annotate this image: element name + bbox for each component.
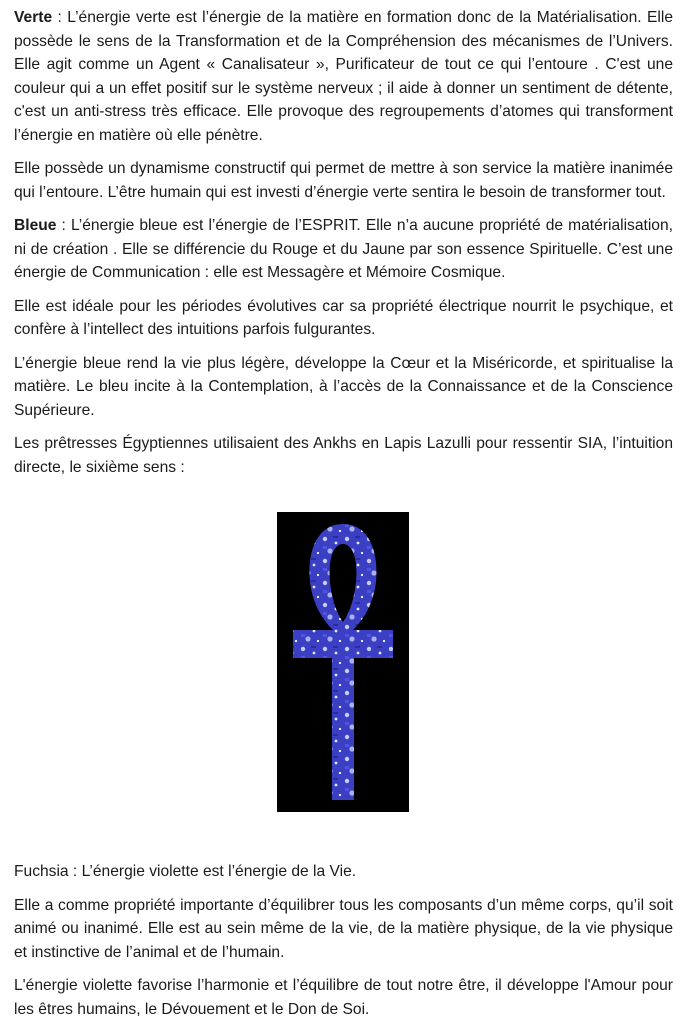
paragraph-verte — [14, 6, 673, 147]
paragraph-text: : L’énergie bleue est l’énergie de l’ESPRIT. Elle n’a aucune propriété de matérialisation, ni de création . Elle se différencie du Rouge et du Jaune par son essence Spirituelle. C’est une énergie de Communication : elle est Messagère et Mémoire Cosmique. — [14, 217, 673, 281]
paragraph-lead: Verte — [14, 9, 53, 26]
paragraph-bleue-evolutive: Elle est idéale pour les périodes évolutives car sa propriété électrique nourrit le psychique, et confère à l’intellect des intuitions parfois fulgurantes. — [14, 297, 673, 338]
paragraph-fuchsia-harmonie: L'énergie violette favorise l’harmonie et l’équilibre de tout notre être, il développe l'Amour pour les êtres humains, le Dévouement et le Don de Soi. — [14, 977, 673, 1018]
paragraph-verte-dynamisme: Elle possède un dynamisme constructif qui permet de mettre à son service la matière inanimée qui l’entoure. L’être humain qui est investi d’énergie verte sentira le besoin de transformer tout. — [14, 160, 673, 201]
paragraph-bleue-contemplation: L’énergie bleue rend la vie plus légère, développe la Cœur et la Miséricorde, et spiritualise la matière. Le bleu incite à la Contemplation, à l’accès de la Connaissance et de la Conscience Supérieure. — [14, 354, 673, 419]
paragraph-fuchsia-equilibre: Elle a comme propriété importante d’équilibrer tous les composants d’un même corps, qu’il soit animé ou inanimé. Elle est au sein même de la vie, de la matière physique, de la vie physique et instinctive de l’animal et de l’humain. — [14, 896, 673, 961]
fuchsia-section — [14, 860, 673, 1031]
paragraph-pretresses: Les prêtresses Égyptiennes utilisaient des Ankhs en Lapis Lazulli pour ressentir SIA, l’intuition directe, le sixième sens : — [14, 435, 673, 476]
paragraph-text: : L’énergie verte est l’énergie de la matière en formation donc de la Matérialisation. Elle possède le sens de la Transformation et de la Compréhension des mécanismes de l’Univers. Elle agit comme un Agent « Canalisateur », Purificateur de tout ce qui l’entoure . C'est une couleur qui a un effet positif sur le système nerveux ; il aide à donner un sentiment de détente, c'est un anti-stress très efficace. Elle provoque des regroupements d’atomes qui transforment l’énergie en matière où elle pénètre. — [14, 9, 673, 144]
paragraph-bleue — [14, 214, 673, 285]
paragraph-lead: Bleue — [14, 217, 57, 234]
document-body — [14, 6, 673, 489]
ankh-image — [277, 512, 409, 812]
ankh-icon — [277, 512, 409, 812]
paragraph-fuchsia: Fuchsia : L’énergie violette est l’énergie de la Vie. — [14, 863, 357, 880]
